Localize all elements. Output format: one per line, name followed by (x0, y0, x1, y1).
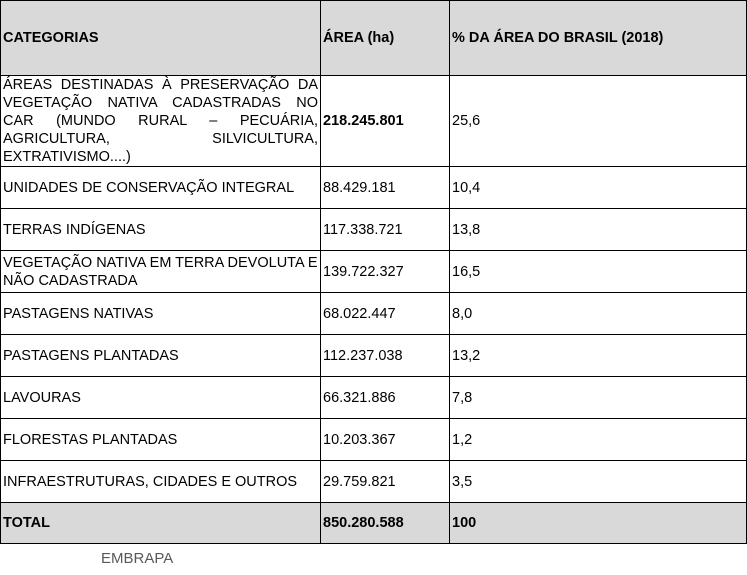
table-row (1, 461, 747, 503)
table-total-row (1, 503, 747, 544)
row-area: 10.203.367 (321, 419, 450, 461)
row-category: LAVOURAS (1, 377, 321, 419)
row-area: 66.321.886 (321, 377, 450, 419)
row-category: PASTAGENS NATIVAS (1, 293, 321, 335)
table-row (1, 293, 747, 335)
row-category: ÁREAS DESTINADAS À PRESERVAÇÃO DA VEGETAÇÃO NATIVA CADASTRADAS NO CAR (MUNDO RURAL – PECUÁRIA, AGRICULTURA, SILVICULTURA, EXTRATIVISMO....) (1, 76, 321, 167)
header-categorias: CATEGORIAS (1, 1, 321, 76)
table-row (1, 377, 747, 419)
row-percent: 3,5 (450, 461, 747, 503)
row-category: TERRAS INDÍGENAS (1, 209, 321, 251)
table-row (1, 76, 747, 167)
row-percent: 10,4 (450, 167, 747, 209)
row-area: 68.022.447 (321, 293, 450, 335)
row-area: 112.237.038 (321, 335, 450, 377)
table-row (1, 209, 747, 251)
row-area: 218.245.801 (321, 76, 450, 167)
row-category: PASTAGENS PLANTADAS (1, 335, 321, 377)
table-row (1, 251, 747, 293)
total-label: TOTAL (1, 503, 321, 544)
row-percent: 13,2 (450, 335, 747, 377)
row-percent: 25,6 (450, 76, 747, 167)
table-row (1, 335, 747, 377)
row-category: VEGETAÇÃO NATIVA EM TERRA DEVOLUTA E NÃO CADASTRADA (1, 251, 321, 293)
row-category: INFRAESTRUTURAS, CIDADES E OUTROS (1, 461, 321, 503)
total-percent: 100 (450, 503, 747, 544)
table-row (1, 419, 747, 461)
row-category: FLORESTAS PLANTADAS (1, 419, 321, 461)
table-header-row (1, 1, 747, 76)
row-percent: 7,8 (450, 377, 747, 419)
row-area: 117.338.721 (321, 209, 450, 251)
row-area: 139.722.327 (321, 251, 450, 293)
row-percent: 1,2 (450, 419, 747, 461)
total-area: 850.280.588 (321, 503, 450, 544)
header-area: ÁREA (ha) (321, 1, 450, 76)
row-area: 29.759.821 (321, 461, 450, 503)
header-percent: % DA ÁREA DO BRASIL (2018) (450, 1, 747, 76)
source-label: EMBRAPA (101, 550, 174, 567)
row-percent: 13,8 (450, 209, 747, 251)
row-percent: 8,0 (450, 293, 747, 335)
row-area: 88.429.181 (321, 167, 450, 209)
row-percent: 16,5 (450, 251, 747, 293)
table-row (1, 167, 747, 209)
row-category: UNIDADES DE CONSERVAÇÃO INTEGRAL (1, 167, 321, 209)
